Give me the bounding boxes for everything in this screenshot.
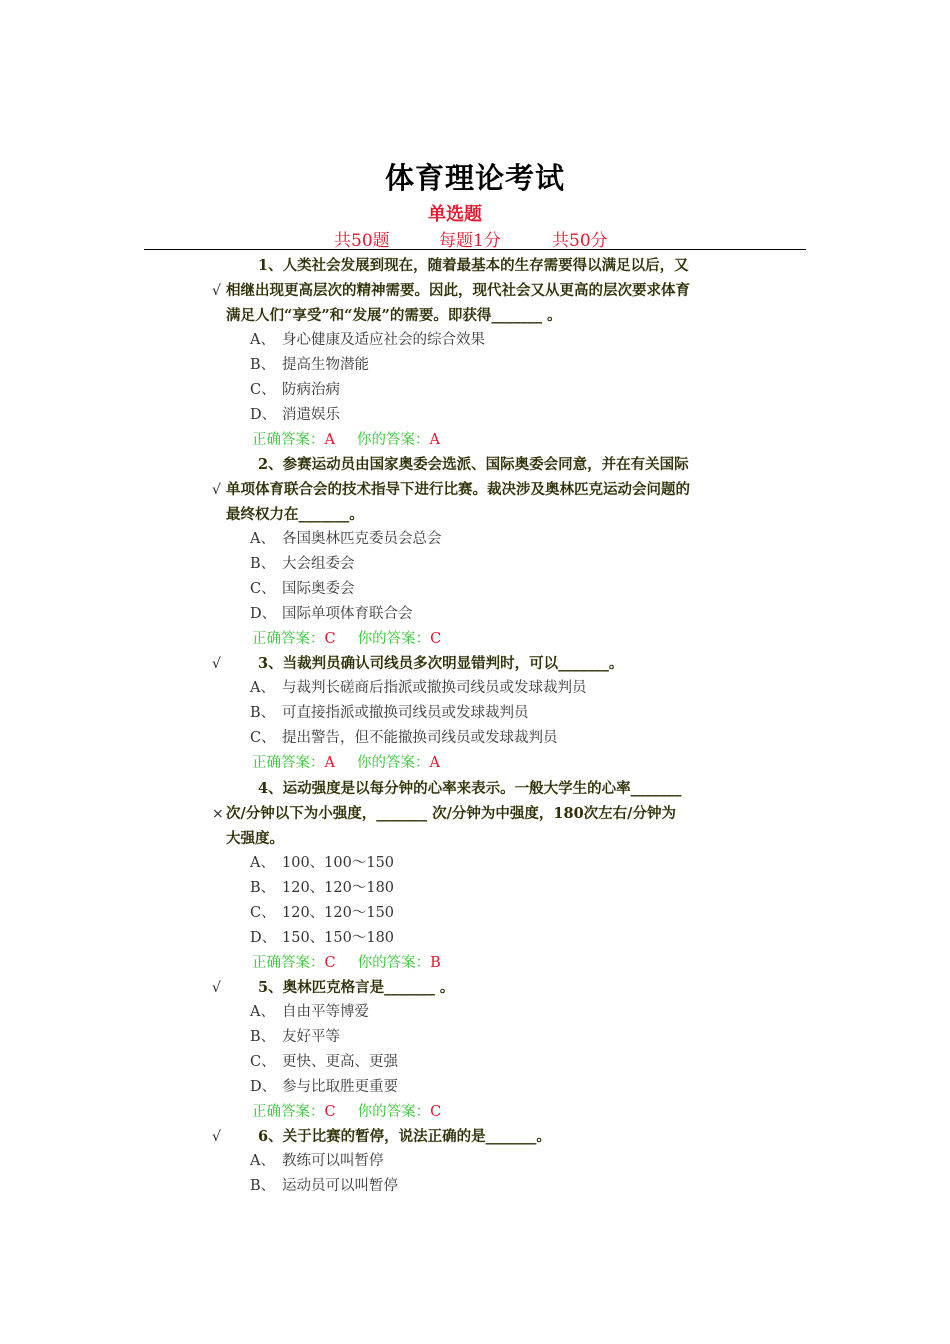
your-answer: A — [429, 432, 440, 448]
question-text: 满足人们“享受”和“发展”的需要。即获得_______ 。 — [226, 307, 562, 324]
question-text: 最终权力在_______。 — [226, 506, 364, 523]
result-mark: √ — [212, 656, 221, 672]
option-b: B、 120、120～180 — [250, 880, 395, 896]
option-a: A、 自由平等博爱 — [250, 1004, 369, 1020]
question-text: √ 5、奥林匹克格言是_______ 。 — [212, 975, 772, 1000]
correct-answer: C — [324, 1104, 336, 1120]
option-a: A、 身心健康及适应社会的综合效果 — [250, 332, 485, 348]
result-mark: √ — [212, 1129, 221, 1145]
option-b: B、 友好平等 — [250, 1029, 340, 1045]
section-heading: 单选题 — [428, 204, 482, 225]
answer-line: 正确答案：C 你的答案：C — [252, 631, 442, 647]
points-per-question: 每题1分 — [439, 231, 501, 251]
your-answer: C — [430, 631, 442, 647]
answer-line: 正确答案：C 你的答案：C — [252, 1104, 442, 1120]
correct-answer: A — [324, 755, 335, 771]
correct-answer: C — [324, 631, 336, 647]
option-b: B、 可直接指派或撤换司线员或发球裁判员 — [250, 705, 529, 721]
question-2 — [212, 452, 772, 652]
question-5 — [212, 975, 772, 1125]
option-b: B、 大会组委会 — [250, 556, 355, 572]
correct-answer: C — [324, 955, 336, 971]
question-text: 大强度。 — [226, 830, 284, 847]
answer-line: 正确答案：A 你的答案：A — [252, 432, 440, 448]
result-mark: √ — [212, 482, 221, 498]
question-text: × 次/分钟以下为小强度，_______ 次/分钟为中强度，180次左右/分钟为 — [212, 801, 772, 826]
option-a: A、 与裁判长磋商后指派或撤换司线员或发球裁判员 — [250, 680, 587, 696]
option-c: C、 120、120～150 — [250, 905, 395, 921]
total-points: 共50分 — [552, 231, 608, 251]
question-text: 4、运动强度是以每分钟的心率来表示。一般大学生的心率_______ — [258, 780, 682, 797]
option-d: D、 参与比取胜更重要 — [250, 1079, 398, 1095]
question-text: √ 单项体育联合会的技术指导下进行比赛。裁决涉及奥林匹克运动会问题的 — [212, 477, 772, 502]
result-mark: √ — [212, 283, 221, 299]
your-answer: A — [429, 755, 440, 771]
question-4 — [212, 776, 772, 976]
question-1 — [212, 253, 772, 453]
option-c: C、 提出警告，但不能撤换司线员或发球裁判员 — [250, 730, 558, 746]
result-mark: √ — [212, 980, 221, 996]
option-c: C、 更快、更高、更强 — [250, 1054, 398, 1070]
correct-answer: A — [324, 432, 335, 448]
your-answer: C — [430, 1104, 442, 1120]
question-text: √ 3、当裁判员确认司线员多次明显错判时，可以_______。 — [212, 651, 772, 676]
option-d: D、 国际单项体育联合会 — [250, 606, 413, 622]
option-c: C、 国际奥委会 — [250, 581, 355, 597]
answer-line: 正确答案：A 你的答案：A — [252, 755, 440, 771]
option-c: C、 防病治病 — [250, 382, 340, 398]
option-a: A、 100、100～150 — [250, 855, 395, 871]
question-count: 共50题 — [334, 231, 390, 251]
option-d: D、 消遣娱乐 — [250, 407, 340, 423]
option-a: A、 各国奥林匹克委员会总会 — [250, 531, 442, 547]
option-b: B、 提高生物潜能 — [250, 357, 369, 373]
option-d: D、 150、150～180 — [250, 930, 395, 946]
option-a: A、 教练可以叫暂停 — [250, 1153, 384, 1169]
answer-line: 正确答案：C 你的答案：B — [252, 955, 441, 971]
result-mark: × — [212, 806, 224, 822]
your-answer: B — [430, 955, 441, 971]
header-divider — [144, 249, 806, 250]
question-text: 1、人类社会发展到现在，随着最基本的生存需要得以满足以后，又 — [258, 257, 689, 274]
question-text: √ 相继出现更高层次的精神需要。因此，现代社会又从更高的层次要求体育 — [212, 278, 772, 303]
exam-title: 体育理论考试 — [384, 161, 565, 195]
question-6 — [212, 1124, 772, 1199]
question-text: √ 6、关于比赛的暂停，说法正确的是_______。 — [212, 1124, 772, 1149]
option-b: B、 运动员可以叫暂停 — [250, 1178, 398, 1194]
question-3 — [212, 651, 772, 776]
question-text: 2、参赛运动员由国家奥委会选派、国际奥委会同意，并在有关国际 — [258, 456, 689, 473]
